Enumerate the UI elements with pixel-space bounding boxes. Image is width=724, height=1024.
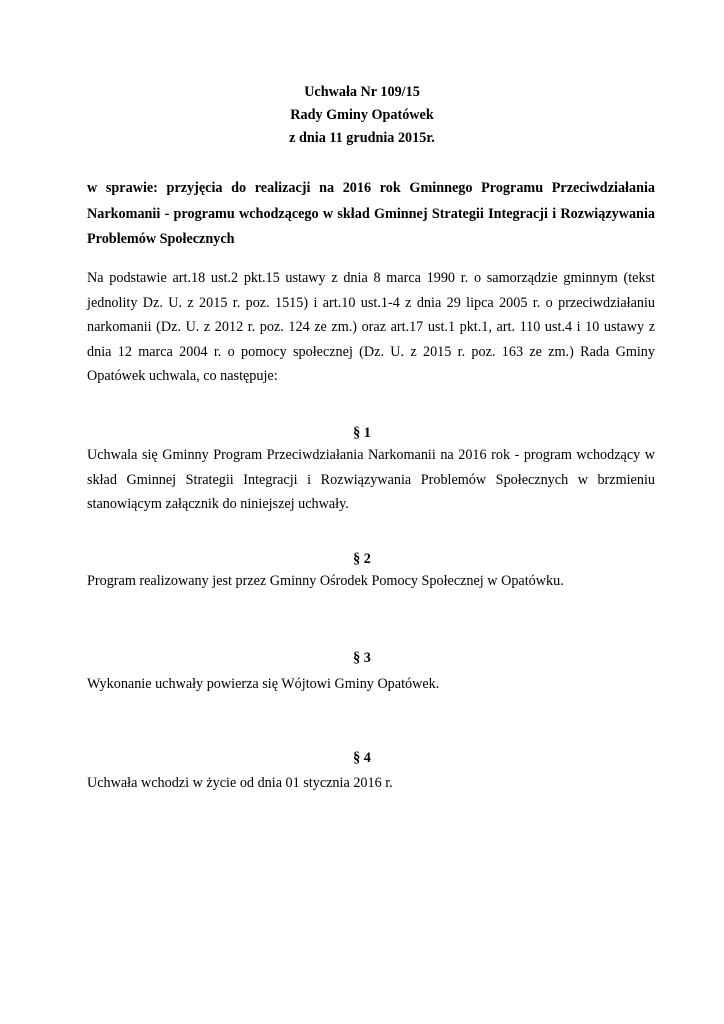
- section-2-text: Program realizowany jest przez Gminny Ośrodek Pomocy Społecznej w Opatówku.: [87, 573, 564, 589]
- council-name: Rady Gminy Opatówek: [290, 107, 434, 123]
- section-1-text: Uchwala się Gminny Program Przeciwdziałania Narkomanii na 2016 rok - program wchodzący w skład Gminnej Strategii Integracji i Rozwiązywania Problemów Społecznych w brzmieniu stanowiącym załącznik do niniejszej uchwały.: [87, 447, 655, 512]
- section-4-text: Uchwała wchodzi w życie od dnia 01 stycznia 2016 r.: [87, 775, 393, 791]
- resolution-subject: w sprawie: przyjęcia do realizacji na 2016 rok Gminnego Programu Przeciwdziałania Narkomanii - programu wchodzącego w skład Gminnej Strategii Integracji i Rozwiązywania Problemów Społecznych: [87, 180, 655, 247]
- section-4-mark: § 4: [353, 750, 371, 766]
- resolution-number: Uchwała Nr 109/15: [304, 84, 420, 100]
- section-2-mark: § 2: [353, 551, 371, 567]
- section-3-mark: § 3: [353, 650, 371, 666]
- resolution-date: z dnia 11 grudnia 2015r.: [289, 130, 435, 146]
- section-3-text: Wykonanie uchwały powierza się Wójtowi Gminy Opatówek.: [87, 676, 440, 692]
- legal-basis-paragraph: Na podstawie art.18 ust.2 pkt.15 ustawy z dnia 8 marca 1990 r. o samorządzie gminnym (tekst jednolity Dz. U. z 2015 r. poz. 1515) i art.10 ust.1-4 z dnia 29 lipca 2005 r. o przeciwdziałaniu narkomanii (Dz. U. z 2012 r. poz. 124 ze zm.) oraz art.17 ust.1 pkt.1, art. 110 ust.4 i 10 ustawy z dnia 12 marca 2004 r. o pomocy społecznej (Dz. U. z 2015 r. poz. 163 ze zm.) Rada Gminy Opatówek uchwala, co następuje:: [87, 270, 655, 384]
- resolution-header: [0, 81, 724, 150]
- section-1-mark: § 1: [353, 425, 371, 441]
